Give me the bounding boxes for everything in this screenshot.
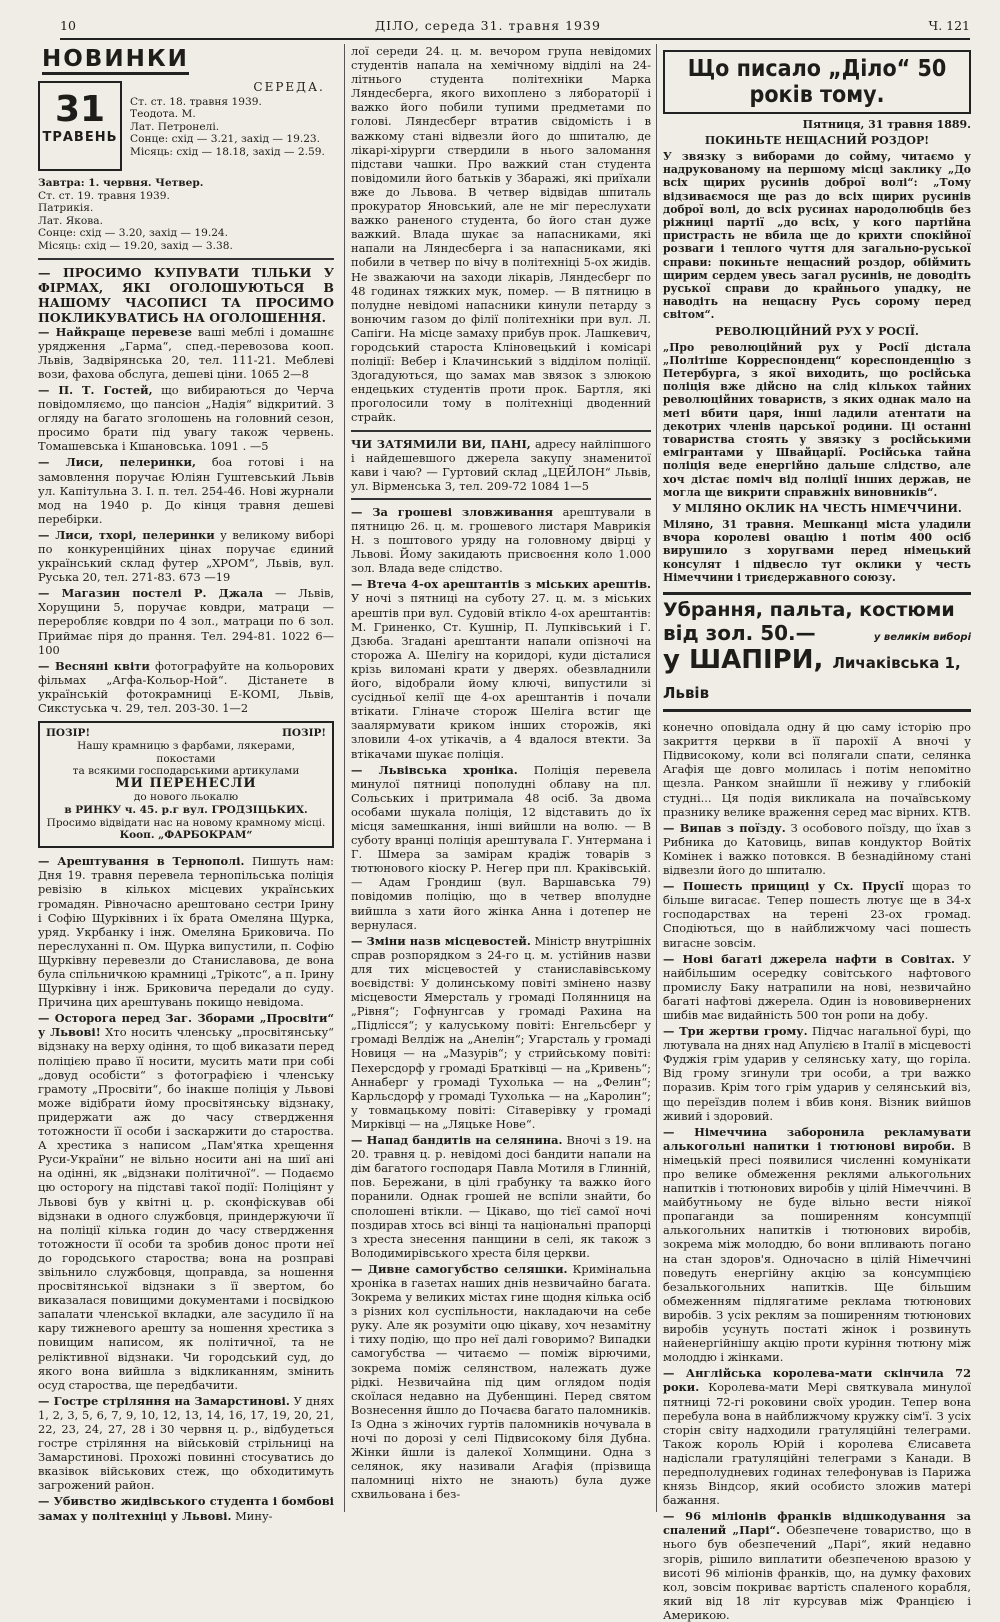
ad-store: у ШАПІРИ, — [663, 645, 824, 676]
ad-line: Просимо відвідати нас на новому крамному місці. — [46, 816, 326, 829]
news-item: — 96 міліонів франків відшкодування за спалений „Парі“. Обезпечене товариство, що в нього був обезпечений „Парі“, який недавно згорів, рішило виплатити обезпеченою вразою у висоті 96 міліонів франків, що, на думку фахових кол, зовсім покриває вартість спаленого корабля, який від 18 літ курсував між Францією і Америкою. — [663, 1509, 971, 1622]
page-header — [60, 12, 970, 40]
news-item: — Три жертви грому. Підчас нагальної бурі, що лютувала на днях над Апулією в Італії в місцевості Фуджія грім ударив у селянську хату, що горіла. Від грому згинули три особи, а три важко поразив. Крім того грім ударив у селянський віз, що переїздив полем і вбив коня. Візник вийшов живий і здоровий. — [663, 1024, 971, 1123]
shapiro-clothing-ad — [663, 592, 971, 712]
classified-ad: — Лиси, тхорі, пелеринки у великому виборі по конкуренційних цінах поручає єдиний український склад футер „ХРОМ“, Львів, вул. Руська 20, тел. 271-83. 673 —19 — [38, 527, 334, 585]
ad-line: в РИНКУ ч. 45. р.г вул. ГРОДЗІЦЬКИХ. — [64, 803, 308, 816]
news-item-continued: конечно оповідала одну й цю саму історію про закриття церкви в її парохії А вночі у Підвисокому, коли всі полягали спати, селянка Агафія ще довго молилась і потім непомітно щезла. Ранком знайшли її неживу у глибокій студні... Ця подія викликала на почаївському празнику велике враження серед мас вірних. КТВ. — [663, 720, 971, 819]
weekday: СЕРЕДА. — [253, 80, 325, 94]
news-item: — Англійська королева-мати скінчила 72 роки. Королева-мати Мері святкувала минулої пятниці 72-гі роковини своїх уродин. Тепер вона перебула вона в найближчому кружку сім'ї. З усіх сторін світу надходили гратуляційні телеграми. Також король Юрій і королева Єлисавета надіслали гратуляційні телеграми з Канади. В передполудневих годинах телефонував із Парижа князь Віндсор, який особисто зложив матері бажання. — [663, 1366, 971, 1508]
news-item: — Пошесть прищиці у Сх. Прусії щораз то більше вигасає. Тепер пошесть лютує ще в 34-х господарствах на терені 23-ох громад. Сподіються, що в найближчому часі пошесть вигасне зовсім. — [663, 879, 971, 950]
news-item: — Зміни назв місцевостей. Міністр внутрішніх справ розпорядком з 24-го ц. м. устійнив назви для тих місцевостей у станиславівському воєвідстві: У долинському повіті змінено назву місцевости Ямерсталь у громаді Полянниця на „Рівня“; Гофнунгсав у громаді Рахина на „Підлісся“; у калуському повіті: Енгельсберг у громаді Велдіж на „Анелін“; Угарсталь у громаді Новиця — на „Мазурів“; у стрийському повіті: Пехерсдорф у громаді Братківці — на „Кривень“; Аннаберг у громаді Тухолька — на „Фелин“; Карльсдорф у громаді Тухолька — на „Каролин“; у товмацькому повіті: Сітаверівку у громаді Мирківці — на „Ляцьке Нове“. — [351, 933, 651, 1131]
appeal-notice: — ПРОСИМО КУПУВАТИ ТІЛЬКИ У ФІРМАХ, ЯКІ ОГОЛОШУЮТЬСЯ В НАШОМУ ЧАСОПИСІ ТА ПРОСИМО ПОКЛИКУВАТИСЬ НА ОГОЛОШЕННЯ. — [38, 264, 334, 325]
cal-line: Лат. Петронелі. — [130, 120, 220, 133]
issue-number: Ч. 121 — [928, 18, 970, 33]
news-item: — Випав з поїзду. З особового поїзду, що їхав з Рибника до Катовиць, випав кондуктор Войтіх Комінек і важко потовкся. В безнадійному стані відвезли його до шпиталю. — [663, 820, 971, 878]
classified-ad: — Найкраще перевезе ваші меблі і домашнє урядження „Гарма“, спед.-перевозова кооп. Львів, Задвірянська 20, тел. 111-21. Меблеві вози, фахова обслуга, дешеві ціни. 1065 2—8 — [38, 324, 335, 381]
retro-section-text: „Про революційний рух у Росії дістала „Політіше Корреспонденц“ кореспонденцію з Петербурга, з якої виходить, що російська поліція вже дійсно на слід кількох тайних революційних товариств, з яких однак мало на меті вбити царя, інші ладили атентати на декотрих членів царської родини. Ці останні товариства стоять у звязку з російськими емігрантами у Швайцарії. Російська тайна поліція веде енергійно дальше слідство, але хоч дістає поміч від поліції інших держав, не могла ще викрити справжніх виновників“. — [663, 340, 971, 499]
ad-line: до нового льокалю — [133, 791, 239, 804]
calendar-info — [130, 81, 325, 171]
tomorrow-block — [38, 177, 334, 253]
tomorrow-line: Сонце: схід — 3.20, захід — 19.24. — [38, 227, 229, 240]
news-item: — Гостре стріляння на Замарстинові. У днях 1, 2, 3, 5, 6, 7, 9, 10, 12, 13, 14, 16, 17, 19, 20, 21, 22, 23, 24, 27, 28 і 30 червня ц. р., відбудеться гостре стріляння на військовій стрільниці на Замарстинові. Прохожі повинні стосуватись до вказівок військових стеж, що обходитимуть загрожений район. — [38, 1393, 334, 1493]
fifty-years-ago-title: Що писало „Діло“ 50 років тому. — [663, 50, 971, 114]
classified-ad: — Лиси, пелеринки, боа готові і на замовлення поручає Юліян Гуштевський Львів ул. Капітульна 3. I. п. тел. 254-46. Нові журнали мод на 1940 р. До кінця травня дешеві перебірки. — [38, 455, 334, 526]
calendar-month: ТРАВЕНЬ — [42, 130, 118, 145]
ad-price: від зол. 50.— — [663, 621, 816, 646]
page-number: 10 — [60, 18, 76, 33]
news-item: — За грошеві зловживання арештували в пятницю 26. ц. м. грошевого листаря Маврикія Н. з поштового уряду на головному двірці у Львові. Йому закидають присвоєння коло 1.000 зол. Влада веде слідство. — [351, 504, 651, 576]
ad-line: МИ ПЕРЕНЕСЛИ — [115, 776, 257, 792]
column-left — [38, 44, 335, 1523]
column-right — [656, 44, 971, 1622]
ad-line: Нашу крамницю з фарбами, лякерами, покостами — [77, 739, 295, 765]
tomorrow-line: Місяць: схід — 19.20, захід — 3.38. — [38, 239, 233, 252]
farbokram-ad-box — [38, 721, 334, 848]
ceylon-ad: ЧИ ЗАТЯМИЛИ ВИ, ПАНІ, адресу найліпшого і найдешевшого джерела закупу знаменитої кави і чаю? — Гуртовий склад „ЦЕЙЛОН“ Львів, ул. Вірменська 3, тел. 209-72 1084 1—5 — [351, 436, 651, 493]
news-item: — Убивство жидівського студента і бомбові замах у політехніці у Львові. Мину- — [38, 1494, 334, 1523]
news-item: — Дивне самогубство селяшки. Кримінальна хроніка в газетах наших днів незвичайно багата. Зокрема у великих містах гине щодня кілька осіб з різних кол суспільности, накладаючи на себе руку. Але як розуміти оцю цікаву, хоч незамітну і тиху подію, що про неї далі говоримо? Випадки самогубства — читаємо — поміж вірючими, зокрема поміж селянством, належать дуже рідкі. Незвичайна під цим оглядом подія скоїлася недавно на Дубенщині. Перед святом Вознесення йшло до Почаєва багато паломників. Із Одна з жіночих гуртів паломників ночувала в ночі по дорозі у селі Підвисокому біля Дубна. Жінки йшли із далекої Холмщини. Одна з селянок, яку називали Агафія (прізвища паломниці ніхто не знають) була дуже схвильована і без- — [351, 1261, 652, 1502]
cal-line: Сонце: схід — 3.21, захід — 19.23. — [130, 133, 321, 146]
retro-section-title: РЕВОЛЮЦІЙНИЙ РУХ У РОСІЇ. — [715, 324, 919, 338]
cal-line: Ст. ст. 18. травня 1939. — [130, 95, 262, 108]
ad-address: Личаківська 1, Львів — [663, 654, 961, 703]
news-item: — Арештування в Тернополі. Пишуть нам: Дня 19. травня перевела тернопільська поліція ревізію в кількох місцевих українських громадян. Рівночасно арештовано сестри Ірину і Софію Щурківних і їх брата Омеляна Щурка, уряд. Укрбанку і інж. Омеляна Бриковича. По переслуханні п. Ом. Щурка випустили, п. Софію Щурківну перевезли до Станиславова, де вона була спільничкою крамниці „Трікотс“, а п. Ірину Щурківну і інж. Бриковича передали до суду. Причина цих арештувань покищо невідома. — [38, 854, 334, 1010]
retro-date: Пятниця, 31 травня 1889. — [802, 118, 971, 131]
retro-section-text: Міляно, 31 травня. Мешканці міста уладили вчора королеві овацію і потім 400 осіб вирушило з хоругвами перед німецький консулят і підвесло тут оклики у честь Німеччини і триєдержавного союзу. — [663, 518, 971, 584]
tomorrow-line: Лат. Якова. — [38, 214, 103, 227]
tomorrow-line: Завтра: 1. червня. Четвер. — [38, 177, 204, 189]
calendar-day: 31 — [54, 89, 106, 130]
news-item: — Напад бандитів на селянина. Вночі з 19. на 20. травня ц. р. невідомі досі бандити напали на дім багатого господаря Павла Мотиля в Глинній, пов. Бережани, в цілі грабунку та важко його поранили. Однак грошей не вспіли знайти, бо сполошені втікли. — Цікаво, що тієї самої ночі поздирав хтось всі вінці та національні прапорці з хреста знесення панщини в селі, як також з Володимирівського хреста біля церкви. — [351, 1133, 651, 1260]
masthead-line: ДІЛО, середа 31. травня 1939 — [375, 18, 601, 33]
news-item: — Втеча 4-ох арештантів з міських арештів. У ночі з пятниці на суботу 27. ц. м. з міських арештів при вул. Судовій втікло 4-ох арештантів: М. Гриненко, Ст. Кушнір, П. Лупківський і Г. Дзюба. Згадані арештанти напали опізночі на сторожа А. Шелігу на коридорі, куди дісталися крізь виломані крати у дверях. обезвладнили його, відобрали йому ключі, випустили зі сусідньої келії ще 4-ох арештантів і почали втікати. Гліначе сторож Шеліга встиг ще заалярмувати криком інших сторожів, які зловили 4-ох утікачів, а 4 вдалося втекти. За втікачами шукає поліція. — [351, 577, 651, 761]
classified-ad: — П. Т. Гостей, що вибираються до Черча повідомляємо, що пансіон „Надія“ відкритий. З огляду на багато зголошень на головний сезон, просимо брати під увагу також червень. Томашевська і Кшановська. 1091 . —5 — [38, 382, 334, 454]
news-item: — Львівська хроніка. Поліція перевела минулої пятниці пополудні облаву на пл. Сольських і притримала 48 осіб. За двома особами шукала поліція, 12 відставить до їх місця замешкання, інші вийшли на волю. — В суботу вранці поліція арештувала Г. Унтермана і Г. Шмера за замірам крадіж товарів з тютюнового кіоску Р. Негер при пл. Краківській. — Адам Грондиш (вул. Варшавська 79) повідомив поліцію, що в четвер вполудне вийшла з хати його жінка Анна і дотепер не вернулася. — [351, 762, 651, 932]
ad-line: та всякими господарськими артикулами — [72, 765, 300, 778]
ad-selection: у великім виборі — [873, 632, 971, 644]
cal-line: Місяць: схід — 18.18, захід — 2.59. — [130, 145, 325, 158]
classified-ad: — Магазин постелі Р. Джала — Львів, Хорущини 5, поручає ковдри, матраци — переробляє ковдри по 4 зол., матраци по 6 зол. Приймає піря до прання. Тел. 294-81. 1022 6—100 — [38, 586, 334, 657]
cal-line: Теодота. М. — [130, 108, 196, 121]
news-item: — Осторога перед Заг. Зборами „Просвіти“ у Львові! Хто носить членську „просвітянську“ відзнаку на верху одіння, то щоб виказати перед поліцією право її носити, мусить мати при собі „довуд особісти“ з фотографією і членську грамоту „Просвіти“, бо інакше поліція у Львові може відібрати йому просвітянську відзнаку, придержати аж до часу ствердження тотожности її особи і заскаржити до староства. А хрестика з написом „Пам'ятка хрещення Руси-України“ не вільно носити ані на шиї ані на одінні, як „відзнаки політичної“. — Подаємо цю осторогу на підставі такої події: Поліціянт у Львові був у квітні ц. р. сконфіскував обі відзнаки в одного службовця, приндержуючи її на поліції кілька годин до часу ствердження тотожности її особи та зробив донос проти неї до городського староства; вона на розправі звільнило службовця, щоправда, за ношення просвітянської відзнаки з її звертом, бо виказалася повищими документами і посвідкою запалати членської вкладки, але засудило її на кару тижневого арешту за ношення хрестика з повищим написом, як політичної, та не реліктивної відзнаки. Чи городський суд, до якого вона вийшла з відкликанням, змінить осуд староства, ще передбачити. — [38, 1011, 334, 1392]
tomorrow-line: Ст. ст. 19. травня 1939. — [38, 189, 170, 202]
news-item-continued: лої середи 24. ц. м. вечором група невідомих студентів напала на хемічному відділі на 24-літнього студента політехніки Марка Ляндесберга, якого вихоплено з лябораторії і важко його побили тупими предметами по голові. Ляндесберг втратив свідомість і в важкому стані відвезли його до шпиталю, де лікарі-хірурги ствердили в нього заломання підстави чашки. Про важкий стан студента повідомили його батьків у Збаражі, які приїхали вже до Львова. В четвер відвідав шпиталь прокуратор Яновський, але не міг переслухати важко раненого студента, бо його стан дуже важкий. Влада шукає за напасниками, які напали на Ляндесберга і за напасниками, які побили в четвер по вічу в політехніці 5-ох жидів. Не зважаючи на заходи лікарів, Ляндесберг по 48 годинах тяжких мук, помер. — В пятницю в полудне невідомі напасники кинули петарду з вонючим газом до філії політехніки при вул. Л. Сапіги. На місце замаху прибув прок. Лашкевич, городський староста Кліновецький і комісарі поліції: Вебер і Клачинський з відділом поліції. Здогадуються, що замах мав звязок з злюкою ендецьких студентів проти прок. Бартля, які проголосили тому в політехніці дводенний страйк. — [351, 44, 651, 425]
calendar-block — [38, 81, 334, 171]
tomorrow-line: Патрикія. — [38, 202, 94, 215]
retro-section-title: У МІЛЯНО ОКЛИК НА ЧЕСТЬ НІМЕЧЧИНИ. — [672, 502, 962, 516]
news-item: — Нові багаті джерела нафти в Совітах. У найбільшим осередку совітського нафтового промислу Баку натрапили на нові, незвичайно багаті нафтові джерела. Один із нововивернених шибів має видайність 500 тон ропи на добу. — [663, 951, 971, 1022]
calendar-date-box — [38, 81, 122, 171]
ad-line: Кооп. „ФАРБОКРАМ“ — [119, 829, 253, 842]
section-title-novinky: НОВИНКИ — [42, 46, 189, 75]
column-middle — [344, 44, 651, 1512]
retro-section-text: У звязку з виборами до сойму, читаємо у надрукованому на першому місці заклику „До всіх щирих русинів доброї волі“: „Тому відзиваємося ще раз до всіх щирих русинів доброї волі, до всіх русинах народолюбців без ріжниці партії „до всіх, у кого партійна пристрасть не вбила ще до крихти спокійної розваги і теплого чуття для загально-руської справи: покиньте нещасний роздор, обіймить щирим сердем увесь загал русинів, не доводіть руської справи до крайнього упадку, не наводіть на нещасну Русь сорому перед світом“. — [663, 150, 971, 322]
ad-attention-right: ПОЗІР! — [281, 727, 326, 740]
retro-section-title: ПОКИНЬТЕ НЕЩАСНИЙ РОЗДОР! — [704, 134, 930, 147]
ad-attention-left: ПОЗІР! — [46, 727, 91, 740]
ad-headline: Убрання, пальта, костюми — [663, 599, 955, 622]
news-item: — Німеччина заборонила рекламувати алькогольні напитки і тютюнові вироби. В німецькій пресі появилися численні комунікати про велике обмеження реклями алькогольних напитків і тютюнових виробів у цілій Німеччині. В майбутньому не буде вільно вести ніякої пропаганди за поширенням консумпції алькогольних напитків і тютюнових виробів, зокрема між молоддю, бо вони впливають погано на стан здоров'я. Одночасно в цілій Німеччині поведуть енергійну акцію за консумпцією безалькогольних напитків. Ще більшим обмеженням підлягатиме реклама тютюнових виробів. З усіх реклям за поширенням тютюнових виробів усунуть постаті жінок і розвинуть найенергійнішу акцію проти куріння тютюну між молоддю і жінками. — [663, 1124, 971, 1365]
classified-ad: — Весняні квіти фотографуйте на кольорових фільмах „Агфа-Кольор-Ной“. Дістанете в українській фотокрамниці Е-КОМІ, Львів, Сикстуська ч. 29, тел. 203-30. 1—2 — [38, 658, 334, 715]
